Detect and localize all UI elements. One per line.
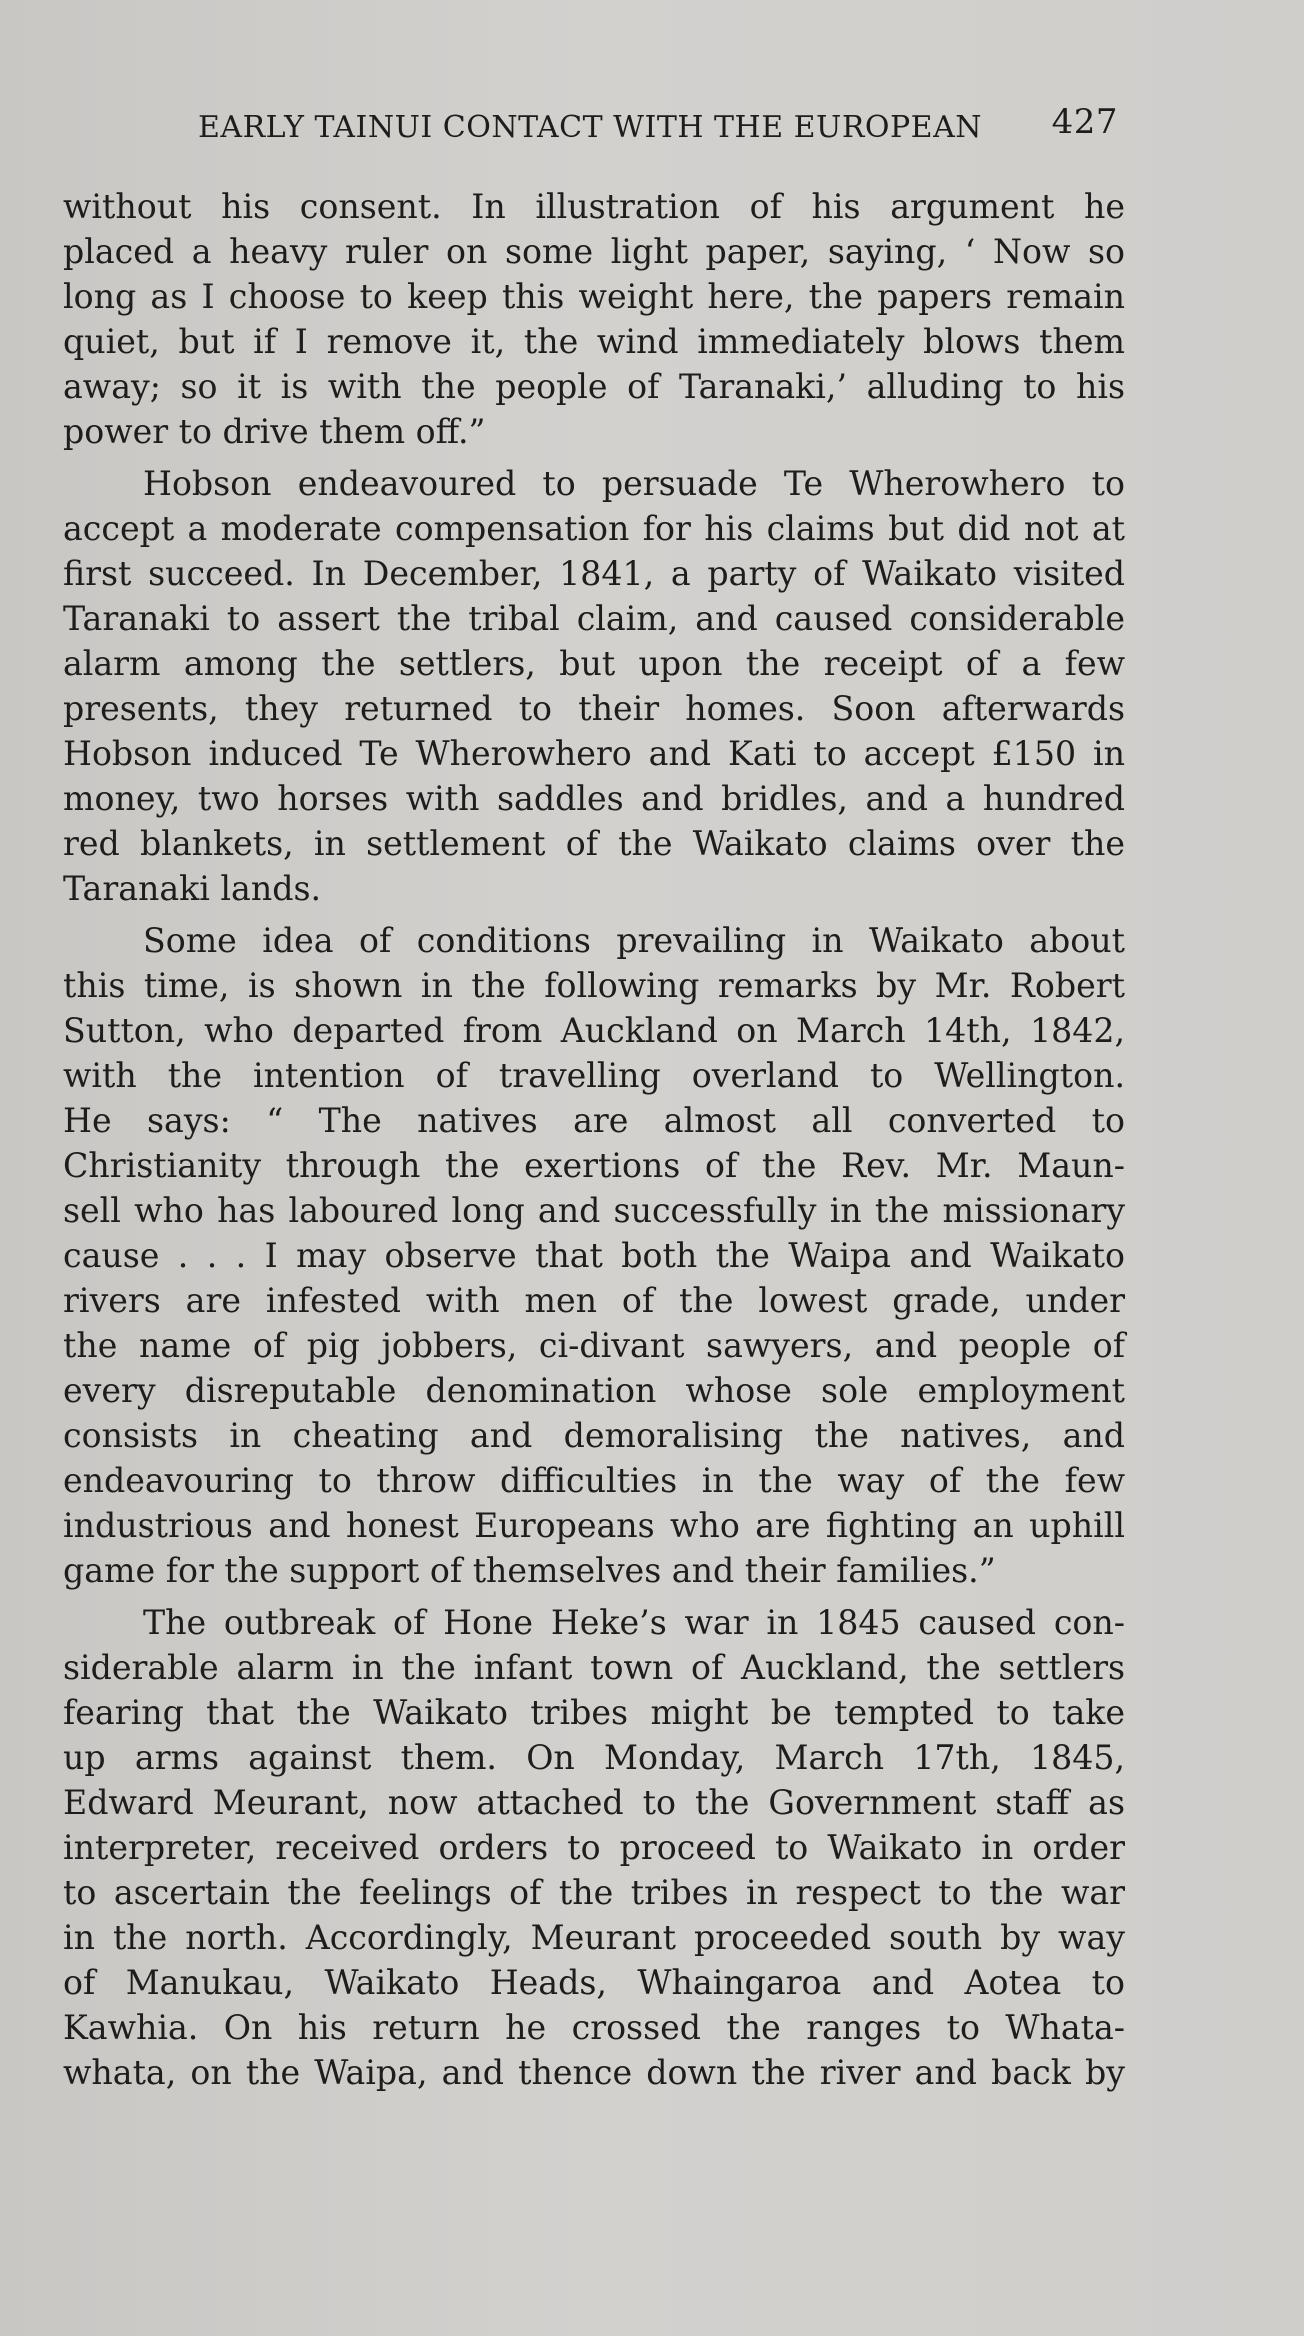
text-line: presents, they returned to their homes. Soon afterwards: [63, 689, 1125, 728]
text-line: Hobson endeavoured to persuade Te Wherowhero to: [143, 464, 1125, 503]
text-line: Edward Meurant, now attached to the Government staff as: [63, 1783, 1125, 1822]
paragraph: [63, 1600, 1125, 2095]
text-line: He says: “ The natives are almost all converted to: [63, 1101, 1125, 1140]
text-line: cause . . . I may observe that both the Waipa and Waikato: [63, 1236, 1125, 1275]
text-line: Christianity through the exertions of the Rev. Mr. Maun-: [63, 1146, 1125, 1185]
page-number: 427: [1051, 102, 1118, 142]
text-line: red blankets, in settlement of the Waikato claims over the: [63, 824, 1125, 863]
text-line: consists in cheating and demoralising the natives, and: [63, 1416, 1125, 1455]
text-line: alarm among the settlers, but upon the receipt of a few: [63, 644, 1125, 683]
running-head: [198, 100, 1122, 148]
running-title: EARLY TAINUI CONTACT WITH THE EUROPEAN: [198, 110, 982, 145]
text-line: The outbreak of Hone Heke’s war in 1845 caused con-: [143, 1603, 1125, 1642]
text-line: Taranaki lands.: [63, 869, 322, 908]
text-line: long as I choose to keep this weight here, the papers remain: [63, 277, 1125, 316]
text-line: interpreter, received orders to proceed to Waikato in order: [63, 1828, 1125, 1867]
text-line: Taranaki to assert the tribal claim, and caused considerable: [63, 599, 1125, 638]
text-line: first succeed. In December, 1841, a party of Waikato visited: [63, 554, 1125, 593]
body-text: [63, 184, 1125, 2102]
text-line: Hobson induced Te Wherowhero and Kati to accept £150 in: [63, 734, 1125, 773]
text-line: power to drive them off.”: [63, 412, 486, 451]
text-line: industrious and honest Europeans who are fighting an uphill: [63, 1506, 1125, 1545]
text-line: siderable alarm in the infant town of Auckland, the settlers: [63, 1648, 1125, 1687]
text-line: without his consent. In illustration of his argument he: [63, 187, 1125, 226]
text-line: Some idea of conditions prevailing in Waikato about: [143, 921, 1125, 960]
text-line: accept a moderate compensation for his claims but did not at: [63, 509, 1125, 548]
text-line: sell who has laboured long and successfully in the missionary: [63, 1191, 1125, 1230]
text-line: rivers are infested with men of the lowest grade, under: [63, 1281, 1125, 1320]
text-line: Sutton, who departed from Auckland on March 14th, 1842,: [63, 1011, 1125, 1050]
text-line: endeavouring to throw difficulties in the way of the few: [63, 1461, 1125, 1500]
text-line: the name of pig jobbers, ci-divant sawyers, and people of: [63, 1326, 1125, 1365]
text-line: quiet, but if I remove it, the wind immediately blows them: [63, 322, 1125, 361]
text-line: this time, is shown in the following remarks by Mr. Robert: [63, 966, 1125, 1005]
text-line: to ascertain the feelings of the tribes in respect to the war: [63, 1873, 1125, 1912]
text-line: money, two horses with saddles and bridles, and a hundred: [63, 779, 1125, 818]
text-line: fearing that the Waikato tribes might be tempted to take: [63, 1693, 1125, 1732]
text-line: Kawhia. On his return he crossed the ranges to Whata-: [63, 2008, 1125, 2047]
text-line: away; so it is with the people of Taranaki,’ alluding to his: [63, 367, 1125, 406]
text-line: of Manukau, Waikato Heads, Whaingaroa and Aotea to: [63, 1963, 1125, 2002]
text-line: whata, on the Waipa, and thence down the river and back by: [63, 2053, 1125, 2092]
paragraph: [63, 461, 1125, 911]
text-line: with the intention of travelling overland to Wellington.: [63, 1056, 1125, 1095]
text-line: placed a heavy ruler on some light paper, saying, ‘ Now so: [63, 232, 1125, 271]
paragraph: [63, 184, 1125, 454]
text-line: game for the support of themselves and their families.”: [63, 1551, 996, 1590]
text-line: in the north. Accordingly, Meurant proceeded south by way: [63, 1918, 1125, 1957]
text-line: every disreputable denomination whose sole employment: [63, 1371, 1125, 1410]
paragraph: [63, 918, 1125, 1593]
text-line: up arms against them. On Monday, March 17th, 1845,: [63, 1738, 1125, 1777]
